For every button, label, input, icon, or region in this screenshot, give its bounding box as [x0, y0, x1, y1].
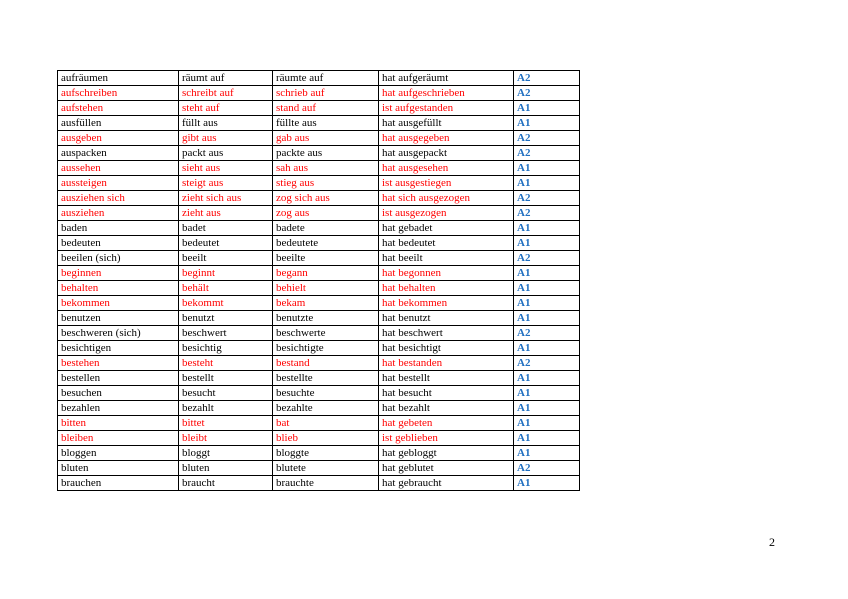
verb-level: A2	[514, 146, 580, 161]
verb-level: A1	[514, 296, 580, 311]
verb-infinitive: ausfüllen	[58, 116, 179, 131]
verb-infinitive: besuchen	[58, 386, 179, 401]
verb-infinitive: ausziehen sich	[58, 191, 179, 206]
verb-level: A1	[514, 341, 580, 356]
verb-present: braucht	[179, 476, 273, 491]
verb-past: behielt	[273, 281, 379, 296]
verb-level: A2	[514, 356, 580, 371]
table-row	[58, 341, 580, 356]
verb-past: beschwerte	[273, 326, 379, 341]
verb-infinitive: beschweren (sich)	[58, 326, 179, 341]
verb-level: A2	[514, 461, 580, 476]
verb-past: gab aus	[273, 131, 379, 146]
verb-perfect: hat bekommen	[379, 296, 514, 311]
verb-present: badet	[179, 221, 273, 236]
verb-perfect: hat gebraucht	[379, 476, 514, 491]
verb-present: füllt aus	[179, 116, 273, 131]
table-row	[58, 416, 580, 431]
verb-past: blieb	[273, 431, 379, 446]
verb-perfect: hat gebeten	[379, 416, 514, 431]
verb-present: packt aus	[179, 146, 273, 161]
verb-infinitive: bluten	[58, 461, 179, 476]
verb-perfect: hat gebloggt	[379, 446, 514, 461]
table-row	[58, 476, 580, 491]
verb-level: A1	[514, 161, 580, 176]
verb-level: A1	[514, 281, 580, 296]
verb-present: bittet	[179, 416, 273, 431]
verb-present: räumt auf	[179, 71, 273, 86]
table-row	[58, 191, 580, 206]
verb-perfect: hat geblutet	[379, 461, 514, 476]
table-row	[58, 176, 580, 191]
verb-perfect: hat ausgesehen	[379, 161, 514, 176]
verb-present: sieht aus	[179, 161, 273, 176]
table-row	[58, 146, 580, 161]
verb-past: zog sich aus	[273, 191, 379, 206]
table-row	[58, 446, 580, 461]
verb-perfect: hat bestanden	[379, 356, 514, 371]
verb-level: A1	[514, 311, 580, 326]
verb-past: bedeutete	[273, 236, 379, 251]
verb-level: A2	[514, 251, 580, 266]
verb-level: A1	[514, 401, 580, 416]
verb-perfect: hat ausgepackt	[379, 146, 514, 161]
verb-present: bestellt	[179, 371, 273, 386]
verb-infinitive: ausgeben	[58, 131, 179, 146]
verb-present: beschwert	[179, 326, 273, 341]
verb-level: A2	[514, 206, 580, 221]
verb-level: A1	[514, 266, 580, 281]
verb-infinitive: aussehen	[58, 161, 179, 176]
verb-perfect: hat bedeutet	[379, 236, 514, 251]
verb-level: A1	[514, 221, 580, 236]
verb-level: A1	[514, 116, 580, 131]
table-row	[58, 461, 580, 476]
verb-infinitive: bloggen	[58, 446, 179, 461]
verb-past: zog aus	[273, 206, 379, 221]
verb-infinitive: aufstehen	[58, 101, 179, 116]
verb-present: bluten	[179, 461, 273, 476]
table-row	[58, 371, 580, 386]
verb-infinitive: bezahlen	[58, 401, 179, 416]
verb-level: A2	[514, 191, 580, 206]
table-row	[58, 311, 580, 326]
table-row	[58, 296, 580, 311]
table-row	[58, 221, 580, 236]
verb-past: sah aus	[273, 161, 379, 176]
verb-infinitive: bekommen	[58, 296, 179, 311]
verb-past: bestellte	[273, 371, 379, 386]
table-row	[58, 131, 580, 146]
verb-infinitive: brauchen	[58, 476, 179, 491]
table-row	[58, 86, 580, 101]
verb-infinitive: baden	[58, 221, 179, 236]
verb-past: stand auf	[273, 101, 379, 116]
verb-infinitive: aussteigen	[58, 176, 179, 191]
verb-present: bloggt	[179, 446, 273, 461]
verb-infinitive: bestehen	[58, 356, 179, 371]
table-row	[58, 401, 580, 416]
verb-perfect: ist geblieben	[379, 431, 514, 446]
verb-perfect: hat sich ausgezogen	[379, 191, 514, 206]
verb-past: begann	[273, 266, 379, 281]
verb-perfect: ist ausgestiegen	[379, 176, 514, 191]
verb-level: A2	[514, 71, 580, 86]
verb-perfect: hat ausgegeben	[379, 131, 514, 146]
verb-level: A1	[514, 101, 580, 116]
verb-level: A1	[514, 386, 580, 401]
verb-infinitive: aufräumen	[58, 71, 179, 86]
verb-infinitive: aufschreiben	[58, 86, 179, 101]
table-row	[58, 266, 580, 281]
verb-present: bedeutet	[179, 236, 273, 251]
verb-past: bloggte	[273, 446, 379, 461]
verb-infinitive: beeilen (sich)	[58, 251, 179, 266]
verb-level: A1	[514, 446, 580, 461]
verb-perfect: hat behalten	[379, 281, 514, 296]
verb-table-body	[58, 71, 580, 491]
verb-present: beginnt	[179, 266, 273, 281]
verb-past: schrieb auf	[273, 86, 379, 101]
table-row	[58, 431, 580, 446]
verb-perfect: ist aufgestanden	[379, 101, 514, 116]
verb-level: A1	[514, 176, 580, 191]
verb-past: bekam	[273, 296, 379, 311]
verb-present: steht auf	[179, 101, 273, 116]
verb-present: gibt aus	[179, 131, 273, 146]
table-row	[58, 206, 580, 221]
verb-perfect: ist ausgezogen	[379, 206, 514, 221]
verb-past: brauchte	[273, 476, 379, 491]
verb-present: steigt aus	[179, 176, 273, 191]
verb-infinitive: bitten	[58, 416, 179, 431]
verb-table	[57, 70, 580, 491]
verb-perfect: hat benutzt	[379, 311, 514, 326]
verb-level: A1	[514, 416, 580, 431]
table-row	[58, 116, 580, 131]
verb-perfect: hat aufgeschrieben	[379, 86, 514, 101]
table-row	[58, 236, 580, 251]
verb-perfect: hat bezahlt	[379, 401, 514, 416]
table-row	[58, 356, 580, 371]
table-row	[58, 386, 580, 401]
table-row	[58, 326, 580, 341]
verb-present: beeilt	[179, 251, 273, 266]
verb-present: benutzt	[179, 311, 273, 326]
verb-perfect: hat begonnen	[379, 266, 514, 281]
verb-infinitive: bleiben	[58, 431, 179, 446]
page-number: 2	[769, 535, 775, 549]
verb-infinitive: beginnen	[58, 266, 179, 281]
verb-present: bezahlt	[179, 401, 273, 416]
verb-past: stieg aus	[273, 176, 379, 191]
verb-level: A2	[514, 131, 580, 146]
verb-infinitive: bedeuten	[58, 236, 179, 251]
table-row	[58, 251, 580, 266]
verb-past: besuchte	[273, 386, 379, 401]
verb-present: schreibt auf	[179, 86, 273, 101]
verb-perfect: hat besucht	[379, 386, 514, 401]
verb-level: A2	[514, 326, 580, 341]
verb-past: beeilte	[273, 251, 379, 266]
verb-present: besteht	[179, 356, 273, 371]
verb-present: besichtig	[179, 341, 273, 356]
verb-present: besucht	[179, 386, 273, 401]
verb-perfect: hat ausgefüllt	[379, 116, 514, 131]
table-row	[58, 101, 580, 116]
verb-infinitive: ausziehen	[58, 206, 179, 221]
table-row	[58, 71, 580, 86]
verb-infinitive: benutzen	[58, 311, 179, 326]
verb-past: räumte auf	[273, 71, 379, 86]
verb-past: badete	[273, 221, 379, 236]
table-row	[58, 161, 580, 176]
table-row	[58, 281, 580, 296]
verb-perfect: hat beschwert	[379, 326, 514, 341]
verb-level: A1	[514, 236, 580, 251]
verb-past: füllte aus	[273, 116, 379, 131]
verb-level: A2	[514, 86, 580, 101]
verb-past: packte aus	[273, 146, 379, 161]
verb-perfect: hat gebadet	[379, 221, 514, 236]
verb-present: behält	[179, 281, 273, 296]
verb-infinitive: besichtigen	[58, 341, 179, 356]
verb-perfect: hat beeilt	[379, 251, 514, 266]
verb-perfect: hat bestellt	[379, 371, 514, 386]
verb-level: A1	[514, 371, 580, 386]
verb-level: A1	[514, 431, 580, 446]
verb-past: bestand	[273, 356, 379, 371]
verb-past: besichtigte	[273, 341, 379, 356]
verb-level: A1	[514, 476, 580, 491]
verb-infinitive: bestellen	[58, 371, 179, 386]
verb-past: benutzte	[273, 311, 379, 326]
verb-present: zieht aus	[179, 206, 273, 221]
verb-present: bekommt	[179, 296, 273, 311]
verb-present: zieht sich aus	[179, 191, 273, 206]
verb-perfect: hat besichtigt	[379, 341, 514, 356]
verb-past: bezahlte	[273, 401, 379, 416]
verb-past: bat	[273, 416, 379, 431]
verb-perfect: hat aufgeräumt	[379, 71, 514, 86]
verb-infinitive: behalten	[58, 281, 179, 296]
verb-present: bleibt	[179, 431, 273, 446]
verb-past: blutete	[273, 461, 379, 476]
verb-infinitive: auspacken	[58, 146, 179, 161]
